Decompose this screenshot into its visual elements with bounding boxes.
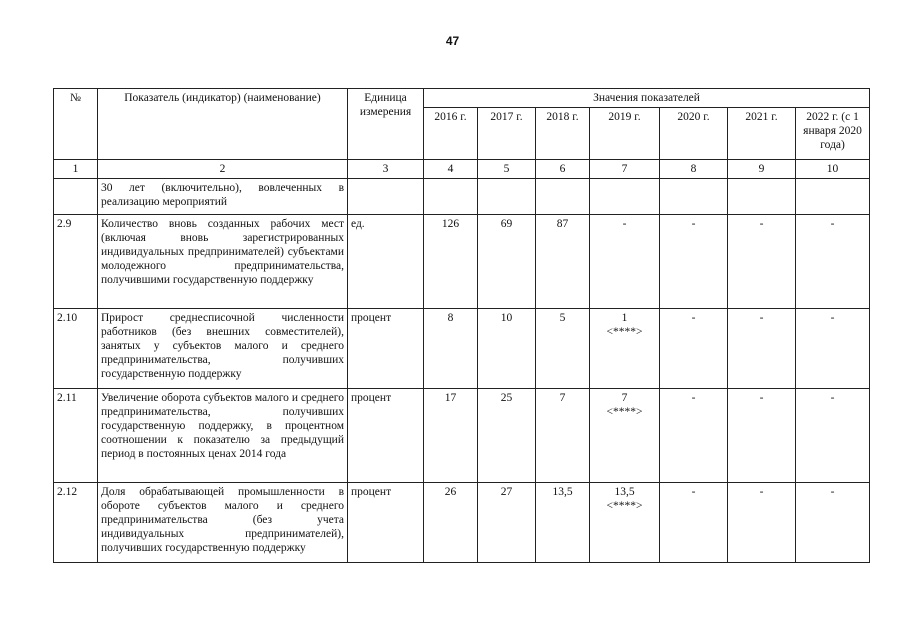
column-number: 5 [478, 160, 536, 179]
value-cell: - [728, 483, 796, 563]
column-number: 3 [348, 160, 424, 179]
column-number: 8 [660, 160, 728, 179]
table-row [54, 483, 870, 563]
header-values-group: Значения показателей [424, 89, 870, 108]
value-cell: - [590, 215, 660, 309]
value-cell: 5 [536, 309, 590, 389]
value-cell: - [728, 309, 796, 389]
row-number: 2.12 [54, 483, 98, 563]
column-number: 4 [424, 160, 478, 179]
value-cell: - [796, 215, 870, 309]
value-cell: - [660, 389, 728, 483]
value-cell: 13,5 [536, 483, 590, 563]
value-cell: - [660, 215, 728, 309]
value-cell: 13,5 <****> [590, 483, 660, 563]
value-cell: 126 [424, 215, 478, 309]
indicator-name: Количество вновь созданных рабочих мест (включая вновь зарегистрированных индивидуальных предпринимателей) субъектами молодежного предпринимательства, получившими государственную поддержку [98, 215, 348, 309]
indicator-name: 30 лет (включительно), вовлеченных в реализацию мероприятий [98, 179, 348, 215]
row-number: 2.11 [54, 389, 98, 483]
value-cell: - [660, 309, 728, 389]
value-cell: 8 [424, 309, 478, 389]
header-year: 2021 г. [728, 108, 796, 160]
value-cell [590, 179, 660, 215]
value-cell: 1 <****> [590, 309, 660, 389]
table-row [54, 215, 870, 309]
table-row [54, 389, 870, 483]
page-number: 47 [445, 34, 460, 48]
value-cell [796, 179, 870, 215]
value-cell: - [796, 389, 870, 483]
indicators-table [53, 88, 870, 563]
table-row [54, 309, 870, 389]
value-cell: 17 [424, 389, 478, 483]
value-cell [660, 179, 728, 215]
value-cell [728, 179, 796, 215]
value-cell: 7 [536, 389, 590, 483]
value-cell: 7 <****> [590, 389, 660, 483]
value-cell: 27 [478, 483, 536, 563]
value-cell: 25 [478, 389, 536, 483]
header-year: 2020 г. [660, 108, 728, 160]
column-number: 7 [590, 160, 660, 179]
header-indicator: Показатель (индикатор) (наименование) [98, 89, 348, 160]
header-unit: Единица измерения [348, 89, 424, 160]
column-number: 6 [536, 160, 590, 179]
value-cell [536, 179, 590, 215]
unit-cell: процент [348, 483, 424, 563]
value-cell: - [796, 309, 870, 389]
indicator-name: Увеличение оборота субъектов малого и среднего предпринимательства, получивших государственную поддержку, в процентном соотношении к показателю за предыдущий период в постоянных ценах 2014 года [98, 389, 348, 483]
header-year: 2018 г. [536, 108, 590, 160]
value-cell [424, 179, 478, 215]
value-cell: 69 [478, 215, 536, 309]
unit-cell: ед. [348, 215, 424, 309]
value-cell: - [728, 215, 796, 309]
value-cell: - [796, 483, 870, 563]
header-year: 2017 г. [478, 108, 536, 160]
table-row [54, 179, 870, 215]
column-number: 10 [796, 160, 870, 179]
header-year: 2022 г. (с 1 января 2020 года) [796, 108, 870, 160]
column-number: 1 [54, 160, 98, 179]
value-cell: - [728, 389, 796, 483]
value-cell [478, 179, 536, 215]
header-no: № [54, 89, 98, 160]
unit-cell: процент [348, 389, 424, 483]
column-number: 2 [98, 160, 348, 179]
indicator-name: Прирост среднесписочной численности работников (без внешних совместителей), занятых у субъектов малого и среднего предпринимательства, получивших государственную поддержку [98, 309, 348, 389]
value-cell: - [660, 483, 728, 563]
row-number [54, 179, 98, 215]
value-cell: 87 [536, 215, 590, 309]
indicator-name: Доля обрабатывающей промышленности в обороте субъектов малого и среднего предпринимательства (без учета индивидуальных предпринимателей), получивших государственную поддержку [98, 483, 348, 563]
unit-cell [348, 179, 424, 215]
row-number: 2.10 [54, 309, 98, 389]
header-year: 2019 г. [590, 108, 660, 160]
value-cell: 26 [424, 483, 478, 563]
row-number: 2.9 [54, 215, 98, 309]
column-number: 9 [728, 160, 796, 179]
column-numbers-row [54, 160, 870, 179]
value-cell: 10 [478, 309, 536, 389]
unit-cell: процент [348, 309, 424, 389]
header-year: 2016 г. [424, 108, 478, 160]
